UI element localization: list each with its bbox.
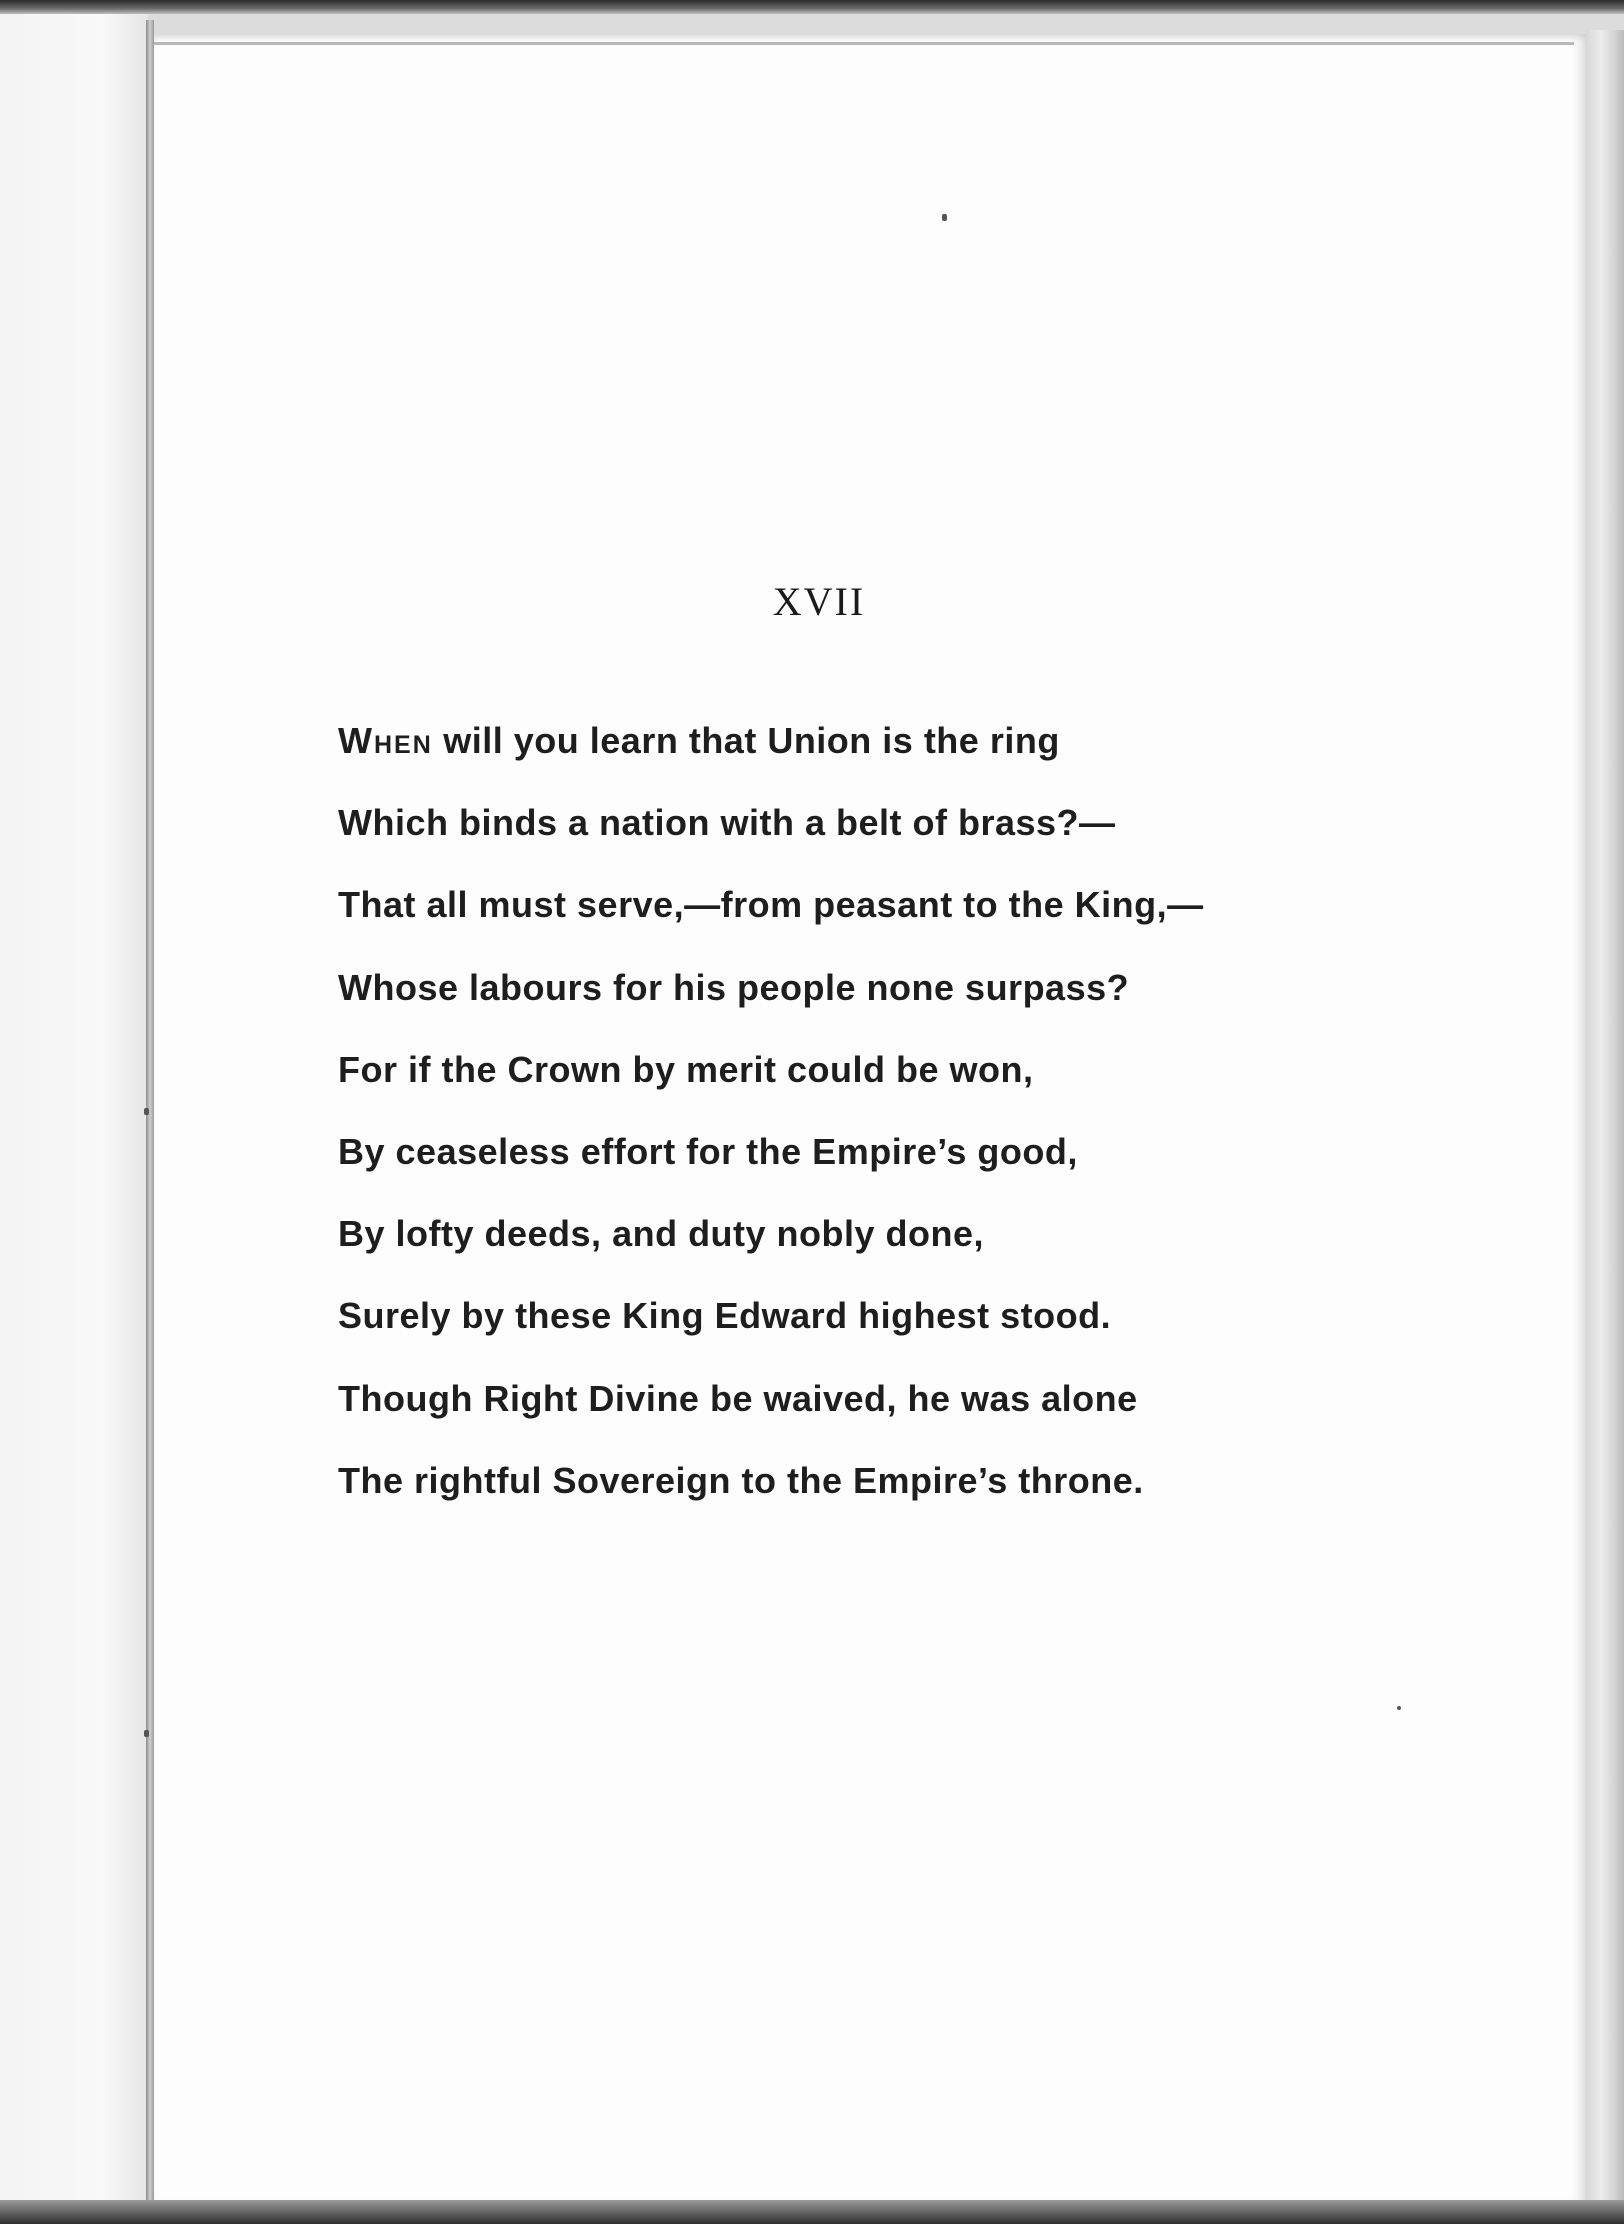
poem-line: Surely by these King Edward highest stood. xyxy=(338,1295,1112,1337)
page-top-line xyxy=(154,42,1574,45)
page-right-edge xyxy=(1586,30,1624,2210)
section-number-heading: XVII xyxy=(772,579,866,624)
poem-line: That all must serve,—from peasant to the King,— xyxy=(338,884,1204,926)
paper-speck xyxy=(1397,1706,1401,1710)
paper-speck xyxy=(144,1730,149,1737)
scan-bottom-edge xyxy=(0,2200,1624,2224)
poem-first-word: When xyxy=(338,720,433,761)
paper-speck xyxy=(942,214,947,221)
poem-line: Whose labours for his people none surpass? xyxy=(338,966,1130,1008)
facing-page-edge xyxy=(0,14,148,2204)
scan-top-edge xyxy=(0,0,1624,14)
poem-line xyxy=(338,700,1338,782)
poem-line: By lofty deeds, and duty nobly done, xyxy=(338,1213,985,1255)
poem-line: The rightful Sovereign to the Empire’s throne. xyxy=(338,1459,1144,1501)
poem-line-text: will you learn that Union is the ring xyxy=(432,720,1060,761)
poem-stanza xyxy=(338,700,1338,1522)
poem-line: By ceaseless effort for the Empire’s good, xyxy=(338,1130,1078,1172)
paper-speck xyxy=(144,1108,149,1115)
poem-line: Which binds a nation with a belt of brass?— xyxy=(338,802,1116,844)
poem-line: Though Right Divine be waived, he was alone xyxy=(338,1377,1138,1419)
poem-line: For if the Crown by merit could be won, xyxy=(338,1048,1034,1090)
